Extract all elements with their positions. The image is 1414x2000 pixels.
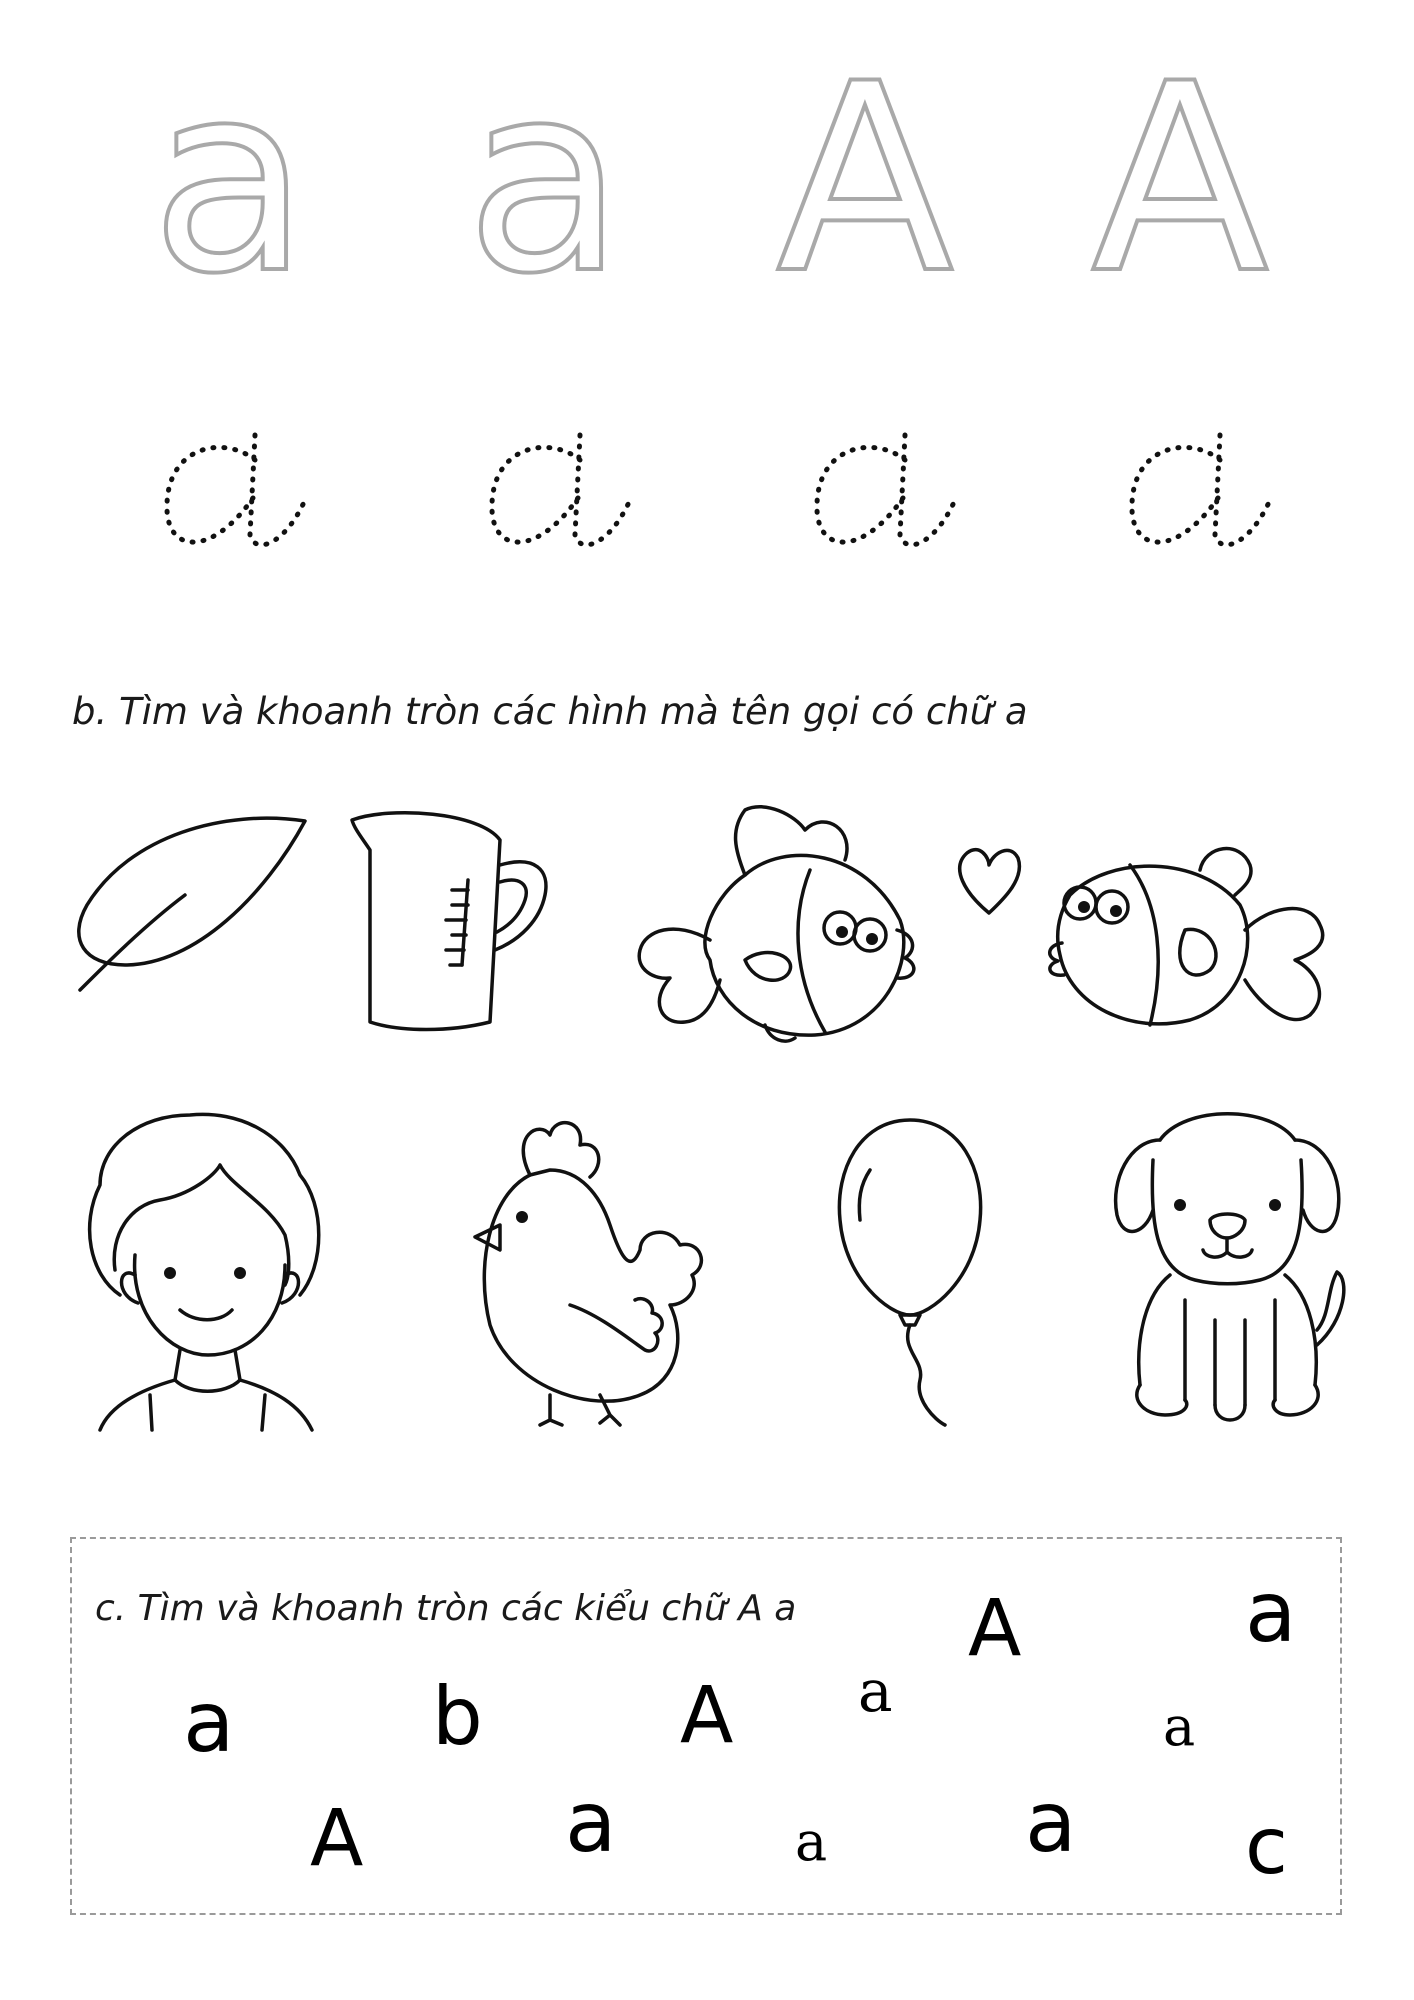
dotted-tracing-letter-1[interactable]: [145, 405, 365, 585]
measuring-cup-icon[interactable]: [350, 810, 555, 1035]
letter-b[interactable]: b: [432, 1670, 483, 1763]
letter-a-3[interactable]: a: [565, 1773, 617, 1871]
letter-a-4[interactable]: a: [1025, 1773, 1077, 1871]
letter-c[interactable]: c: [1245, 1802, 1288, 1892]
heart-icon[interactable]: [955, 843, 1023, 918]
leaf-icon[interactable]: [75, 815, 315, 995]
letter-a-serif-1[interactable]: a: [858, 1657, 893, 1725]
puppy-icon[interactable]: [1105, 1100, 1355, 1430]
letter-A-2[interactable]: A: [680, 1671, 734, 1761]
letter-a-serif-2[interactable]: a: [1163, 1695, 1196, 1758]
fish-left-icon[interactable]: [635, 800, 935, 1065]
outline-letter-a-2: a: [465, 29, 625, 331]
chicken-icon[interactable]: [470, 1115, 715, 1435]
letter-a-1[interactable]: a: [1245, 1563, 1297, 1661]
instruction-c: c. Tìm và khoanh tròn các kiểu chữ A a: [95, 1588, 797, 1629]
fish-right-icon[interactable]: [1040, 835, 1340, 1060]
outline-letter-a-1: a: [150, 29, 310, 331]
balloon-icon[interactable]: [830, 1110, 990, 1430]
outline-letter-A-2: A: [1091, 29, 1269, 331]
instruction-b: b. Tìm và khoanh tròn các hình mà tên gọi có chữ a: [72, 690, 1028, 733]
dotted-tracing-letter-2[interactable]: [470, 405, 690, 585]
outline-letter-A-1: A: [776, 29, 954, 331]
grandma-icon[interactable]: [80, 1105, 335, 1430]
letter-A-1[interactable]: A: [968, 1584, 1022, 1674]
letter-a-serif-3[interactable]: a: [795, 1810, 828, 1873]
dotted-tracing-letter-4[interactable]: [1110, 405, 1330, 585]
dotted-tracing-letter-3[interactable]: [795, 405, 1015, 585]
letter-A-3[interactable]: A: [310, 1794, 364, 1884]
letter-a-2[interactable]: a: [183, 1673, 235, 1771]
